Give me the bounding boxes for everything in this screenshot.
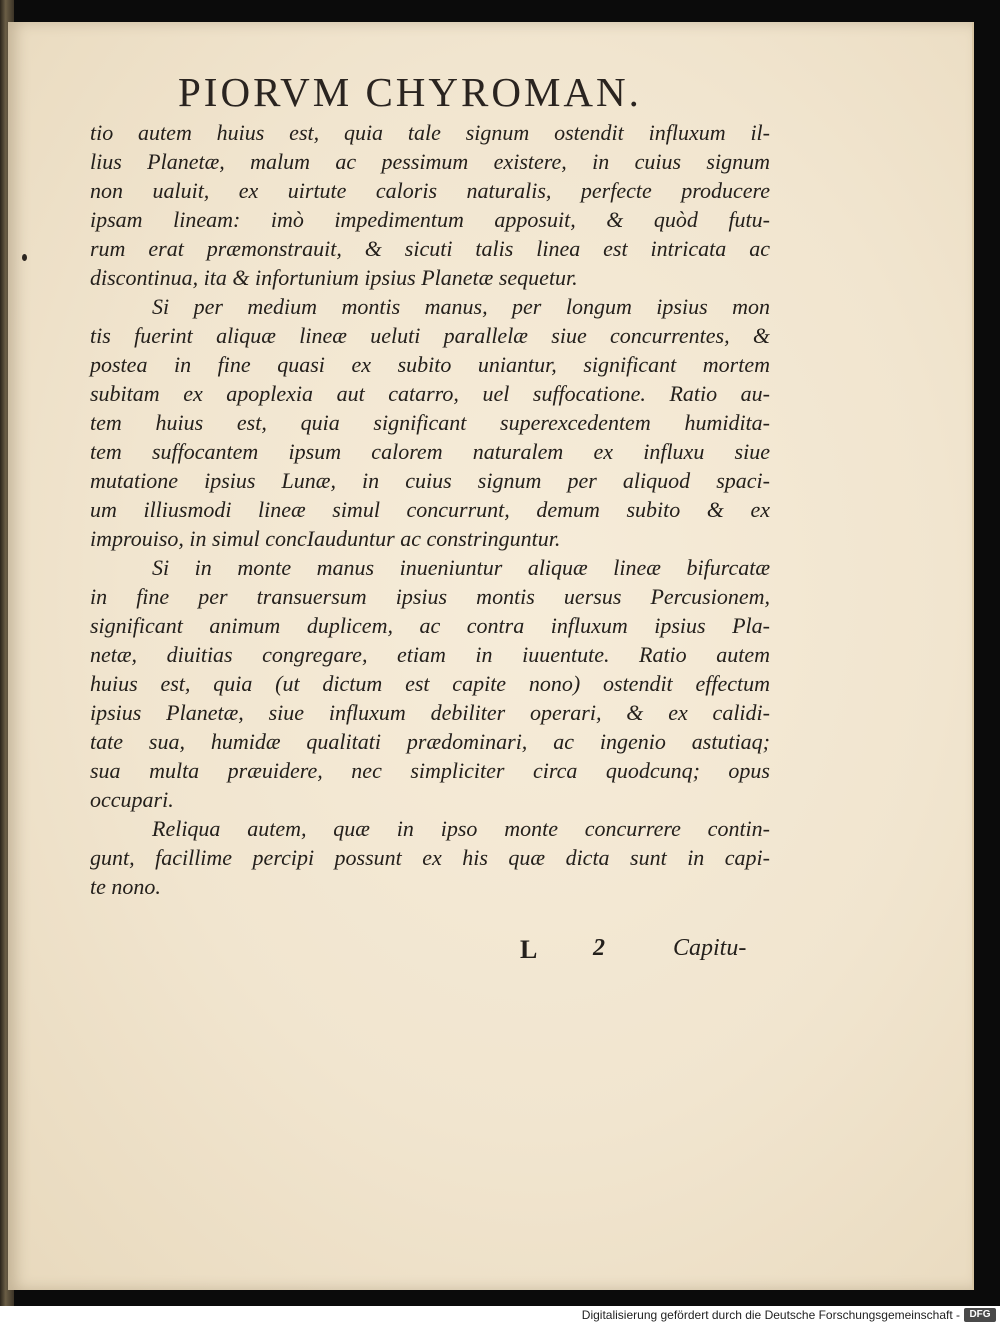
text-line: subitam ex apoplexia aut catarro, uel suffocatione. Ratio au-: [90, 381, 770, 406]
text-line: discontinua, ita & infortunium ipsius Planetæ sequetur.: [90, 265, 578, 290]
text-line: improuiso, in simul concIauduntur ac constringuntur.: [90, 526, 561, 551]
text-line: lius Planetæ, malum ac pessimum existere, in cuius signum: [90, 149, 770, 174]
digitization-credit-bar: [0, 1306, 1000, 1325]
text-line: tio autem huius est, quia tale signum ostendit influxum il-: [90, 120, 770, 145]
text-line: rum erat præmonstrauit, & sicuti talis linea est intricata ac: [90, 236, 770, 261]
text-line: occupari.: [90, 787, 174, 812]
text-line: mutatione ipsius Lunæ, in cuius signum per aliquod spaci-: [90, 468, 770, 493]
text-line: non ualuit, ex uirtute caloris naturalis, perfecte producere: [90, 178, 770, 203]
paragraph-start-line: Reliqua autem, quæ in ipso monte concurrere contin-: [152, 816, 770, 841]
text-line: netæ, diuitias congregare, etiam in iuuentute. Ratio autem: [90, 642, 770, 667]
text-line: sua multa præuidere, nec simpliciter circa quodcunq; opus: [90, 758, 770, 783]
paragraph-start-line: Si in monte manus inueniuntur aliquæ lineæ bifurcatæ: [152, 555, 770, 580]
text-line: um illiusmodi lineæ simul concurrunt, demum subito & ex: [90, 497, 770, 522]
text-line: ipsam lineam: imò impedimentum apposuit, & quòd futu-: [90, 207, 770, 232]
text-line: gunt, facillime percipi possunt ex his quæ dicta sunt in capi-: [90, 845, 770, 870]
text-line: ipsius Planetæ, siue influxum debiliter operari, & ex calidi-: [90, 700, 770, 725]
signature-mark-number: 2: [593, 935, 605, 961]
catchword: Capitu-: [673, 935, 747, 961]
funding-credit-text: Digitalisierung gefördert durch die Deutsche Forschungsgemeinschaft -: [581, 1308, 960, 1322]
text-line: te nono.: [90, 874, 161, 899]
text-line: tis fuerint aliquæ lineæ ueluti parallelæ siue concurrentes, &: [90, 323, 770, 348]
text-line: in fine per transuersum ipsius montis uersus Percusionem,: [90, 584, 770, 609]
signature-mark-letter: L: [520, 935, 538, 964]
body-text: [90, 118, 770, 901]
text-line: tem suffocantem ipsum calorem naturalem ex influxu siue: [90, 439, 770, 464]
text-line: huius est, quia (ut dictum est capite nono) ostendit effectum: [90, 671, 770, 696]
running-header: PIORVM CHYROMAN.: [178, 69, 642, 115]
text-line: tate sua, humidæ qualitati prædominari, ac ingenio astutiaq;: [90, 729, 770, 754]
dfg-logo-icon: DFG: [964, 1308, 996, 1322]
ink-spot: [22, 254, 27, 261]
text-line: tem huius est, quia significant superexcedentem humidita-: [90, 410, 770, 435]
paragraph-start-line: Si per medium montis manus, per longum ipsius mon: [152, 294, 770, 319]
text-line: postea in fine quasi ex subito uniantur, significant mortem: [90, 352, 770, 377]
text-line: significant animum duplicem, ac contra influxum ipsius Pla-: [90, 613, 770, 638]
